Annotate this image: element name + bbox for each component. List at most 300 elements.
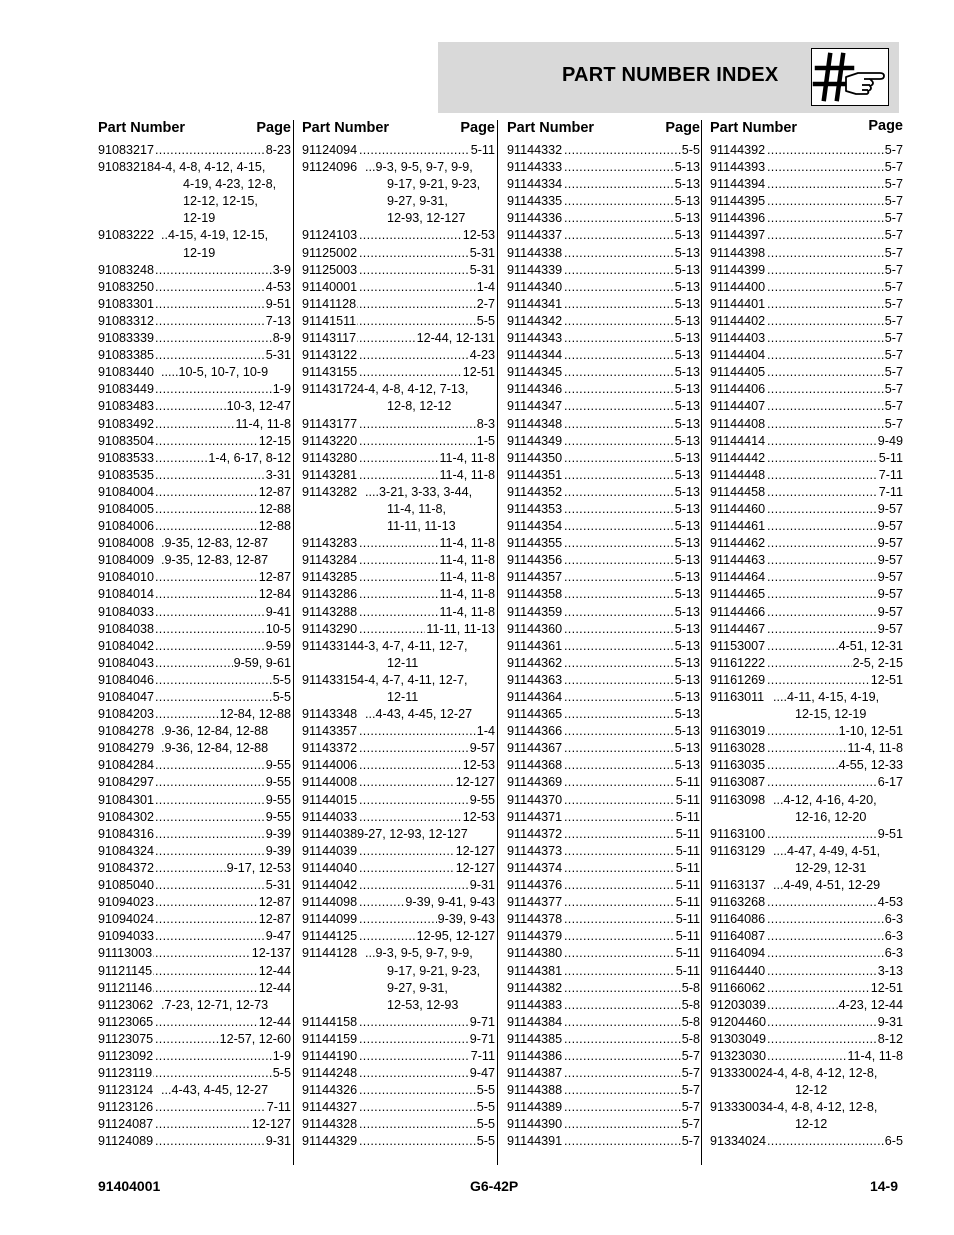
entry-page-refs: 5-13 (674, 621, 700, 638)
entry-page-refs: 9-51 (265, 296, 291, 313)
entry-part-number: 91083339 (98, 330, 155, 347)
entry-page-refs: 12-88 (258, 501, 291, 518)
entry-part-number: 91144460 (710, 501, 766, 518)
entry-part-number: 91084043 (98, 655, 155, 672)
index-entry (507, 159, 700, 176)
index-entry (302, 809, 495, 826)
index-entry (507, 928, 700, 945)
index-entry (507, 1082, 700, 1099)
entry-text: 913330034-4, 4-8, 4-12, 12-8, (710, 1099, 878, 1116)
entry-page-refs: 12-127 (455, 843, 495, 860)
index-entry (507, 501, 700, 518)
index-entry (710, 535, 903, 552)
entry-part-number: 91144359 (507, 604, 563, 621)
entry-page-refs: 3-13 (877, 963, 903, 980)
index-entry (302, 655, 495, 672)
entry-page-refs: 5-13 (674, 262, 700, 279)
entry-part-number: 91124094 (302, 142, 358, 159)
index-entry (710, 467, 903, 484)
entry-part-number: 91144398 (710, 245, 766, 262)
entry-page-refs: 5-13 (674, 176, 700, 193)
entry-page-refs: 11-4, 11-8 (438, 604, 495, 621)
index-entry (507, 621, 700, 638)
entry-part-number: 91144368 (507, 757, 563, 774)
hash-pointing-hand-icon (811, 48, 889, 106)
entry-page-refs: 5-7 (884, 347, 903, 364)
index-entry (302, 245, 495, 262)
entry-part-number: 91084010 (98, 569, 155, 586)
entry-page-refs: 4-53 (877, 894, 903, 911)
entry-part-number: 91144458 (710, 484, 766, 501)
index-entry (98, 296, 291, 313)
index-entry (98, 347, 291, 364)
entry-page-refs: 12-44, 12-131 (416, 330, 495, 347)
entry-page-refs-continued: 12-19 (182, 210, 215, 227)
entry-page-refs: 5-11 (675, 894, 700, 911)
entry-part-number: 91084279 (98, 740, 155, 757)
entry-part-number: 91084372 (98, 860, 155, 877)
entry-page-refs: 9-55 (265, 757, 291, 774)
entry-part-number: 91144393 (710, 159, 766, 176)
index-entry (98, 928, 291, 945)
index-entry (98, 330, 291, 347)
entry-page-refs: .9-35, 12-83, 12-87 (160, 552, 268, 569)
entry-page-refs: ....4-11, 4-15, 4-19, (772, 689, 879, 706)
index-entry (98, 1014, 291, 1031)
entry-page-refs: 12-84, 12-88 (219, 706, 291, 723)
index-entry (507, 484, 700, 501)
index-entry (98, 262, 291, 279)
index-entry (302, 433, 495, 450)
entry-page-refs: 8-9 (272, 330, 291, 347)
index-entry (98, 1133, 291, 1150)
index-entry (710, 757, 903, 774)
index-entry (507, 416, 700, 433)
header-banner (438, 42, 899, 113)
entry-part-number: 91166062 (710, 980, 766, 997)
entry-page-refs: 9-31 (877, 1014, 903, 1031)
page-heading: Page (256, 120, 291, 136)
entry-page-refs: 12-53 (462, 227, 495, 244)
entry-page-refs: .9-36, 12-84, 12-88 (160, 740, 268, 757)
entry-part-number: 91144377 (507, 894, 563, 911)
index-entry (710, 416, 903, 433)
entry-part-number: 91084324 (98, 843, 155, 860)
entry-part-number: 91144381 (507, 963, 563, 980)
index-entry (710, 689, 903, 706)
entry-part-number: 91143122 (302, 347, 358, 364)
index-rows (507, 142, 700, 1151)
index-entry (98, 552, 291, 569)
entry-page-refs: 9-57 (877, 518, 903, 535)
entry-part-number: 91203039 (710, 997, 767, 1014)
index-entry (507, 963, 700, 980)
index-entry (302, 1065, 495, 1082)
entry-part-number: 91083504 (98, 433, 155, 450)
entry-page-refs: 1-9 (272, 381, 291, 398)
entry-page-refs: 12-95, 12-127 (416, 928, 495, 945)
entry-part-number: 91083492 (98, 416, 155, 433)
entry-part-number: 91144374 (507, 860, 563, 877)
entry-page-refs: 9-59, 9-61 (233, 655, 291, 672)
page-heading: Page (460, 120, 495, 136)
entry-part-number: 91144406 (710, 381, 766, 398)
entry-part-number: 91144376 (507, 877, 563, 894)
entry-part-number: 91144340 (507, 279, 563, 296)
entry-page-refs: 12-88 (258, 518, 291, 535)
index-entry (507, 877, 700, 894)
index-entry (710, 740, 903, 757)
entry-page-refs: 12-57, 12-60 (219, 1031, 291, 1048)
entry-part-number: 91094023 (98, 894, 155, 911)
index-entry (302, 604, 495, 621)
index-entry (98, 706, 291, 723)
index-entry (507, 227, 700, 244)
index-entry (302, 911, 495, 928)
index-entry (507, 330, 700, 347)
index-entry (98, 142, 291, 159)
entry-part-number: 91144466 (710, 604, 766, 621)
entry-part-number: 91144332 (507, 142, 563, 159)
entry-part-number: 91123092 (98, 1048, 154, 1065)
entry-part-number: 91143348 (302, 706, 358, 723)
index-entry (302, 774, 495, 791)
entry-page-refs: 5-11 (675, 809, 700, 826)
entry-part-number: 91144358 (507, 586, 563, 603)
entry-part-number: 91144346 (507, 381, 563, 398)
index-entry (302, 843, 495, 860)
index-entry (710, 296, 903, 313)
entry-part-number: 91144363 (507, 672, 563, 689)
index-entry (98, 740, 291, 757)
index-entry (98, 980, 291, 997)
index-entry (710, 142, 903, 159)
entry-part-number: 91144383 (507, 997, 563, 1014)
entry-page-refs: 5-13 (674, 604, 700, 621)
index-entry (98, 809, 291, 826)
index-entry (98, 364, 291, 381)
index-entry (710, 723, 903, 740)
index-entry (710, 552, 903, 569)
entry-part-number: 91094024 (98, 911, 155, 928)
entry-part-number: 91124103 (302, 227, 358, 244)
index-entry (507, 843, 700, 860)
index-entry (302, 381, 495, 398)
entry-page-refs-continued: 12-12 (794, 1116, 827, 1133)
part-number-heading: Part Number (98, 120, 186, 136)
index-entry (302, 467, 495, 484)
entry-page-refs: 5-7 (681, 1116, 700, 1133)
index-entry (710, 672, 903, 689)
entry-page-refs: 5-7 (884, 193, 903, 210)
entry-part-number: 91144339 (507, 262, 563, 279)
entry-page-refs: 12-87 (258, 911, 291, 928)
index-entry (710, 193, 903, 210)
entry-page-refs: 11-11, 11-13 (425, 621, 495, 638)
entry-part-number: 91144347 (507, 398, 563, 415)
index-entry (98, 1031, 291, 1048)
entry-part-number: 91144350 (507, 450, 563, 467)
index-entry (98, 774, 291, 791)
entry-part-number: 91143284 (302, 552, 358, 569)
index-entry (98, 945, 291, 962)
index-entry (710, 518, 903, 535)
entry-part-number: 91123065 (98, 1014, 154, 1031)
entry-page-refs: 5-7 (681, 1065, 700, 1082)
index-entry (98, 501, 291, 518)
entry-part-number: 91144159 (302, 1031, 358, 1048)
entry-part-number: 91144040 (302, 860, 358, 877)
entry-page-refs-continued: 9-17, 9-21, 9-23, (386, 176, 480, 193)
index-entry (507, 296, 700, 313)
index-entry (302, 450, 495, 467)
entry-page-refs: 12-127 (455, 860, 495, 877)
entry-part-number: 91143283 (302, 535, 358, 552)
entry-page-refs: 6-3 (884, 928, 903, 945)
index-entry (302, 723, 495, 740)
entry-part-number: 91144407 (710, 398, 766, 415)
entry-part-number: 91144354 (507, 518, 563, 535)
index-entry (710, 860, 903, 877)
index-entry (98, 911, 291, 928)
entry-part-number: 91144367 (507, 740, 563, 757)
index-entry (507, 792, 700, 809)
index-entry (507, 740, 700, 757)
index-entry (507, 980, 700, 997)
column-header (302, 118, 495, 142)
index-entry (710, 1014, 903, 1031)
entry-part-number: 91144382 (507, 980, 563, 997)
entry-page-refs: 5-7 (884, 296, 903, 313)
entry-part-number: 91121146 (98, 980, 153, 997)
entry-part-number: 91084046 (98, 672, 155, 689)
entry-page-refs: 5-13 (674, 535, 700, 552)
entry-page-refs: 9-57 (877, 535, 903, 552)
entry-page-refs: 5-8 (681, 1014, 700, 1031)
entry-page-refs: 5-13 (674, 347, 700, 364)
entry-page-refs: 5-13 (674, 330, 700, 347)
entry-page-refs: 5-7 (884, 416, 903, 433)
index-entry (710, 604, 903, 621)
entry-page-refs: 9-71 (469, 1014, 495, 1031)
entry-part-number: 91163011 (710, 689, 765, 706)
index-entry (98, 860, 291, 877)
entry-page-refs-continued: 12-8, 12-12 (386, 398, 451, 415)
entry-page-refs: 9-59 (265, 638, 291, 655)
entry-part-number: 91143286 (302, 586, 358, 603)
entry-part-number: 91113003 (98, 945, 153, 962)
index-entry (710, 826, 903, 843)
index-entry (507, 604, 700, 621)
index-entry (507, 552, 700, 569)
entry-part-number: 91144341 (507, 296, 563, 313)
index-entry (98, 1065, 291, 1082)
index-entry (710, 347, 903, 364)
entry-page-refs: 5-13 (674, 638, 700, 655)
entry-part-number: 91144463 (710, 552, 766, 569)
index-entry (710, 1099, 903, 1116)
entry-part-number: 91144098 (302, 894, 358, 911)
entry-part-number: 91144448 (710, 467, 766, 484)
entry-page-refs: 10-3, 12-47 (226, 398, 291, 415)
index-entry (710, 945, 903, 962)
entry-page-refs: 5-13 (674, 433, 700, 450)
entry-page-refs: 1-10, 12-51 (838, 723, 903, 740)
entry-page-refs: 5-7 (884, 313, 903, 330)
entry-page-refs: 9-55 (265, 774, 291, 791)
entry-page-refs: 11-4, 11-8 (234, 416, 291, 433)
entry-part-number: 91144362 (507, 655, 563, 672)
entry-page-refs: 5-11 (675, 945, 700, 962)
entry-page-refs: 5-7 (681, 1082, 700, 1099)
entry-page-refs: 5-7 (884, 176, 903, 193)
index-entry (507, 347, 700, 364)
entry-part-number: 91163100 (710, 826, 766, 843)
index-entry (98, 398, 291, 415)
entry-page-refs: 5-13 (674, 416, 700, 433)
entry-page-refs: 5-31 (265, 877, 291, 894)
entry-part-number: 91144462 (710, 535, 766, 552)
index-entry (302, 997, 495, 1014)
entry-part-number: 91161222 (710, 655, 766, 672)
index-entry (302, 313, 495, 330)
entry-page-refs-continued: 12-11 (386, 689, 418, 706)
entry-page-refs: 9-39, 9-43 (437, 911, 495, 928)
index-entry (98, 723, 291, 740)
entry-part-number: 91144355 (507, 535, 563, 552)
entry-page-refs: 12-44 (258, 980, 291, 997)
entry-page-refs: 5-7 (884, 262, 903, 279)
entry-part-number: 91084302 (98, 809, 155, 826)
entry-part-number: 91141128 (302, 296, 357, 313)
index-entry (507, 655, 700, 672)
entry-part-number: 91123062 (98, 997, 154, 1014)
entry-part-number: 91121145 (98, 963, 153, 980)
entry-page-refs: 1-9 (272, 1048, 291, 1065)
entry-page-refs: 5-11 (675, 826, 700, 843)
entry-part-number: 91083533 (98, 450, 155, 467)
entry-text: 913330024-4, 4-8, 4-12, 12-8, (710, 1065, 878, 1082)
part-number-heading: Part Number (302, 120, 390, 136)
index-entry (710, 928, 903, 945)
index-entry (302, 501, 495, 518)
entry-page-refs: 9-31 (469, 877, 495, 894)
entry-page-refs: 11-4, 11-8 (438, 450, 495, 467)
entry-page-refs: 5-8 (681, 1031, 700, 1048)
entry-page-refs: 5-13 (674, 279, 700, 296)
entry-page-refs: 5-7 (884, 364, 903, 381)
entry-part-number: 91143357 (302, 723, 358, 740)
index-entry (507, 518, 700, 535)
entry-part-number: 91083222 (98, 227, 155, 244)
index-entry (710, 1031, 903, 1048)
entry-part-number: 91144326 (302, 1082, 358, 1099)
entry-page-refs: 5-7 (884, 210, 903, 227)
entry-page-refs: 1-5 (476, 433, 495, 450)
index-entry (98, 1048, 291, 1065)
index-entry (710, 484, 903, 501)
entry-part-number: 91084008 (98, 535, 155, 552)
entry-part-number: 91124089 (98, 1133, 154, 1150)
entry-page-refs: 2-7 (476, 296, 495, 313)
index-entry (507, 398, 700, 415)
index-entry (302, 963, 495, 980)
entry-page-refs-continued: 12-29, 12-31 (794, 860, 866, 877)
entry-page-refs: 5-13 (674, 193, 700, 210)
entry-part-number: 91144399 (710, 262, 766, 279)
entry-page-refs: 12-53 (462, 757, 495, 774)
entry-part-number: 91144328 (302, 1116, 358, 1133)
index-entry (507, 569, 700, 586)
entry-page-refs: 5-13 (674, 740, 700, 757)
entry-part-number: 91144329 (302, 1133, 358, 1150)
entry-part-number: 91144336 (507, 210, 563, 227)
entry-part-number: 91084005 (98, 501, 155, 518)
index-entry (710, 313, 903, 330)
entry-page-refs: 4-55, 12-33 (838, 757, 903, 774)
index-entry (302, 1014, 495, 1031)
index-entry (98, 586, 291, 603)
entry-page-refs: 5-13 (674, 364, 700, 381)
entry-page-refs: 9-51 (877, 826, 903, 843)
entry-part-number: 91125002 (302, 245, 358, 262)
entry-part-number: 91144397 (710, 227, 766, 244)
index-entry (710, 894, 903, 911)
entry-part-number: 91144386 (507, 1048, 563, 1065)
entry-page-refs: ...9-3, 9-5, 9-7, 9-9, (364, 945, 473, 962)
index-entry (302, 330, 495, 347)
index-entry (507, 689, 700, 706)
index-entry (507, 433, 700, 450)
index-entry (302, 569, 495, 586)
entry-part-number: 91163129 (710, 843, 766, 860)
index-entry (710, 569, 903, 586)
index-entry (710, 706, 903, 723)
index-entry (98, 433, 291, 450)
entry-page-refs: 5-8 (681, 980, 700, 997)
index-entry (302, 398, 495, 415)
entry-part-number: 91164087 (710, 928, 766, 945)
entry-part-number: 91084316 (98, 826, 155, 843)
index-entry (507, 774, 700, 791)
entry-page-refs: 5-8 (681, 997, 700, 1014)
entry-part-number: 91124087 (98, 1116, 154, 1133)
entry-page-refs: 9-47 (469, 1065, 495, 1082)
index-entry (710, 1116, 903, 1133)
index-entry (98, 894, 291, 911)
index-entry (710, 843, 903, 860)
entry-part-number: 91144361 (507, 638, 563, 655)
entry-part-number: 91143372 (302, 740, 358, 757)
entry-page-refs: 5-13 (674, 296, 700, 313)
index-entry (710, 877, 903, 894)
index-entry (710, 1048, 903, 1065)
column-header (507, 118, 700, 142)
entry-page-refs: ...4-43, 4-45, 12-27 (364, 706, 472, 723)
index-entry (98, 1116, 291, 1133)
entry-part-number: 91161269 (710, 672, 766, 689)
index-entry (98, 467, 291, 484)
index-entry (98, 1082, 291, 1099)
index-entry (98, 843, 291, 860)
entry-page-refs: 11-4, 11-8 (438, 535, 495, 552)
page-heading: Page (868, 118, 903, 134)
entry-part-number: 91163268 (710, 894, 766, 911)
entry-page-refs: 8-12 (877, 1031, 903, 1048)
index-entry (710, 159, 903, 176)
entry-part-number: 91143117 (302, 330, 357, 347)
entry-part-number: 91144008 (302, 774, 358, 791)
